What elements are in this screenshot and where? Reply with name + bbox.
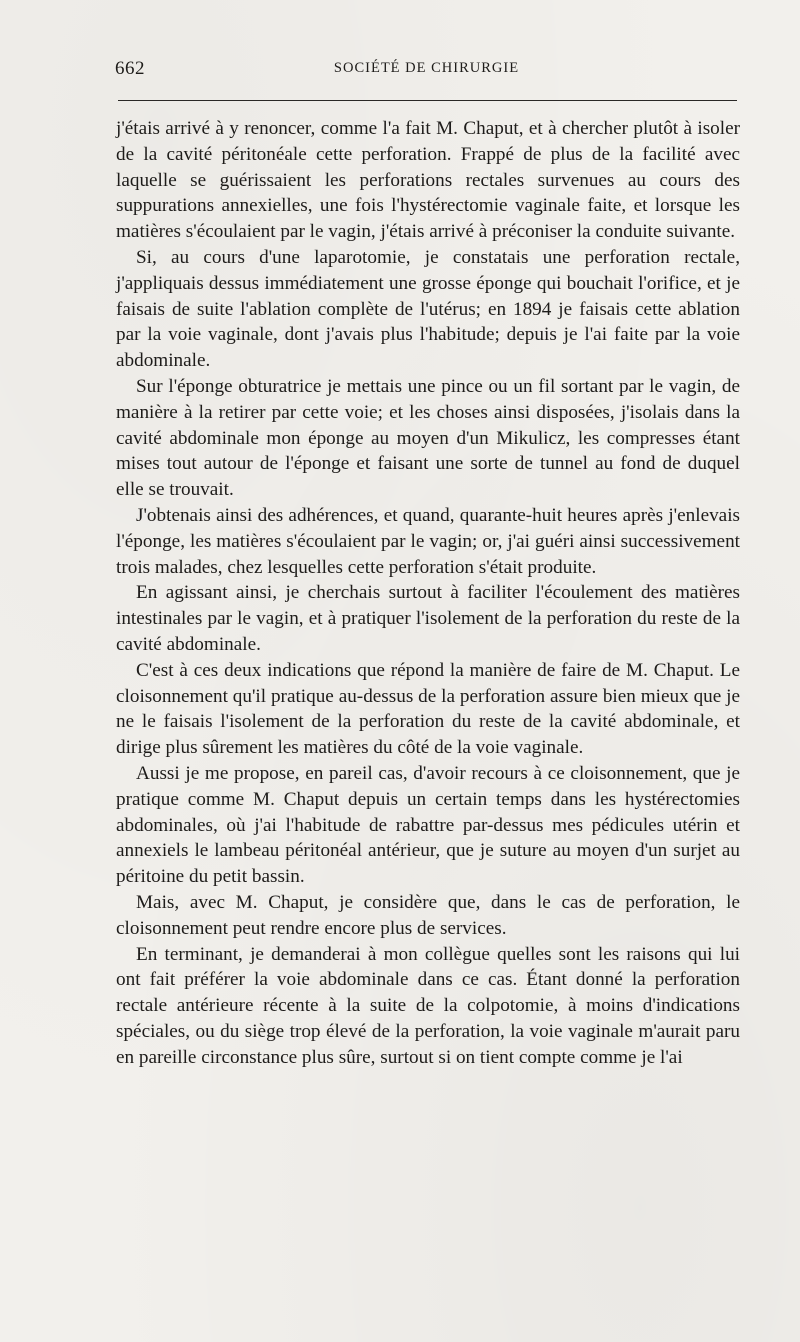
paragraph: Mais, avec M. Chaput, je considère que, dans le cas de perforation, le cloisonnement peut rendre encore plus de services. <box>116 891 740 939</box>
paragraph: J'obtenais ainsi des adhérences, et quand, quarante-huit heures après j'enlevais l'éponge, les matières s'écoulaient par le vagin; or, j'ai guéri ainsi successivement trois malades, chez lesquelles cette perforation s'était produite. <box>116 504 740 578</box>
paragraph: En agissant ainsi, je cherchais surtout à faciliter l'écoulement des matières intestinales par le vagin, et à pratiquer l'isolement de la perforation du reste de la cavité abdominale. <box>116 582 740 655</box>
header-rule <box>118 100 737 101</box>
paragraph: Aussi je me propose, en pareil cas, d'avoir recours à ce cloisonnement, que je pratique comme M. Chaput depuis un certain temps dans les hystérectomies abdominales, où j'ai l'habitude de rabattre par-dessus mes pédicules utérin et annexiels le lambeau péritonéal antérieur, que je suture au moyen d'un surjet au péritoine du petit bassin. <box>116 762 740 888</box>
running-title: SOCIÉTÉ DE CHIRURGIE <box>333 60 520 76</box>
paragraph: C'est à ces deux indications que répond la manière de faire de M. Chaput. Le cloisonnement qu'il pratique au-dessus de la perforation assure bien mieux que je ne le faisais l'isolement de la perforation du reste de la cavité abdominale, et dirige plus sûrement les matières du côté de la voie vaginale. <box>116 659 740 759</box>
page-header <box>115 58 738 88</box>
paragraph: Si, au cours d'une laparotomie, je constatais une perforation rectale, j'appliquais dessus immédiatement une grosse éponge qui bouchait l'orifice, et je faisais de suite l'ablation complète de l'utérus; en 1894 je faisais cette ablation par la voie vaginale, dont j'avais plus l'habitude; depuis je l'ai faite par la voie abdominale. <box>116 246 740 372</box>
paragraph: j'étais arrivé à y renoncer, comme l'a fait M. Chaput, et à chercher plutôt à isoler de la cavité péritonéale cette perforation. Frappé de plus de la facilité avec laquelle se guérissaient les perforations rectales survenues au cours des suppurations annexielles, une fois l'hystérectomie vaginale faite, et lorsque les matières s'écoulaient par le vagin, j'étais arrivé à préconiser la conduite suivante. <box>116 118 740 243</box>
paragraph: Sur l'éponge obturatrice je mettais une pince ou un fil sortant par le vagin, de manière à la retirer par cette voie; et les choses ainsi disposées, j'isolais dans la cavité abdominale mon éponge au moyen d'un Mikulicz, les compresses étant mises tout autour de l'éponge et faisant une sorte de tunnel au fond de duquel elle se trouvait. <box>116 375 740 501</box>
paragraph: En terminant, je demanderai à mon collègue quelles sont les raisons qui lui ont fait préférer la voie abdominale dans ce cas. Étant donné la perforation rectale antérieure récente à la suite de la colpotomie, à moins d'indications spéciales, ou du siège trop élevé de la perforation, la voie vaginale m'aurait paru en pareille circonstance plus sûre, surtout si on tient compte comme je l'ai <box>116 943 740 1068</box>
page-number: 662 <box>115 58 145 79</box>
body-text <box>116 116 740 1070</box>
